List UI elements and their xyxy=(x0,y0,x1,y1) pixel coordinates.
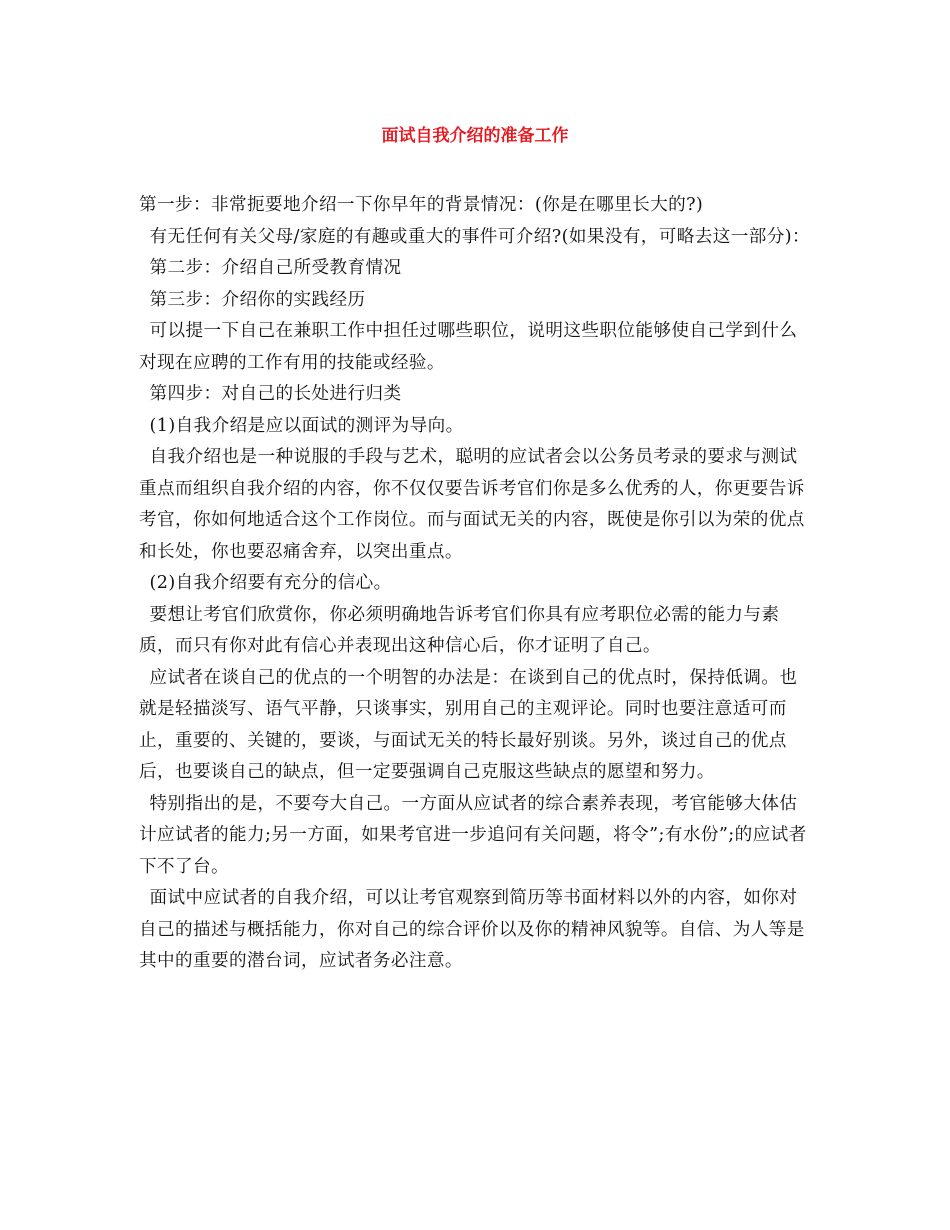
paragraph-step-2: 第二步：介绍自己所受教育情况 xyxy=(149,258,402,278)
document-title: 面试自我介绍的准备工作 xyxy=(381,126,569,146)
paragraph-persuasion: 自我介绍也是一种说服的手段与艺术，聪明的应试者会以公务员考录的要求与测试重点而组织自我介绍的内容，你不仅仅要告诉考官们你是多么优秀的人，你更要告诉考官，你如何地适合这个工作岗位。而与面试无关的内容，既使是你引以为荣的优点和长处，你也要忍痛舍弃，以突出重点。 xyxy=(139,447,805,562)
paragraph-point-2: (2)自我介绍要有充分的信心。 xyxy=(149,573,392,593)
paragraph-part-time: 可以提一下自己在兼职工作中担任过哪些职位，说明这些职位能够使自己学到什么对现在应聘的工作有用的技能或经验。 xyxy=(139,321,798,373)
document-body xyxy=(139,190,811,978)
paragraph-family: 有无任何有关父母/家庭的有趣或重大的事件可介绍?(如果没有，可略去这一部分)： xyxy=(149,226,811,247)
paragraph-low-key: 应试者在谈自己的优点的一个明智的办法是：在谈到自己的优点时，保持低调。也就是轻描淡写、语气平静，只谈事实，别用自己的主观评论。同时也要注意适可而止，重要的、关键的，要谈，与面试无关的特长最好别谈。另外，谈过自己的优点后，也要谈自己的缺点，但一定要强调自己克服这些缺点的愿望和努力。 xyxy=(139,667,798,782)
paragraph-no-exaggeration: 特别指出的是，不要夸大自己。一方面从应试者的综合素养表现，考官能够大体估计应试者的能力;另一方面，如果考官进一步追问有关问题，将令”;有水份”;的应试者下不了台。 xyxy=(139,793,807,877)
paragraph-point-1: (1)自我介绍是应以面试的测评为导向。 xyxy=(149,415,464,436)
paragraph-step-4: 第四步：对自己的长处进行归类 xyxy=(149,384,402,404)
paragraph-step-1: 第一步：非常扼要地介绍一下你早年的背景情况：(你是在哪里长大的?) xyxy=(139,195,704,215)
paragraph-summary: 面试中应试者的自我介绍，可以让考官观察到简历等书面材料以外的内容，如你对自己的描述与概括能力，你对自己的综合评价以及你的精神风貌等。自信、为人等是其中的重要的潜台词，应试者务必注意。 xyxy=(139,888,805,971)
paragraph-confidence: 要想让考官们欣赏你，你必须明确地告诉考官们你具有应考职位必需的能力与素质，而只有你对此有信心并表现出这种信心后，你才证明了自己。 xyxy=(139,604,780,656)
paragraph-step-3: 第三步：介绍你的实践经历 xyxy=(149,289,366,310)
